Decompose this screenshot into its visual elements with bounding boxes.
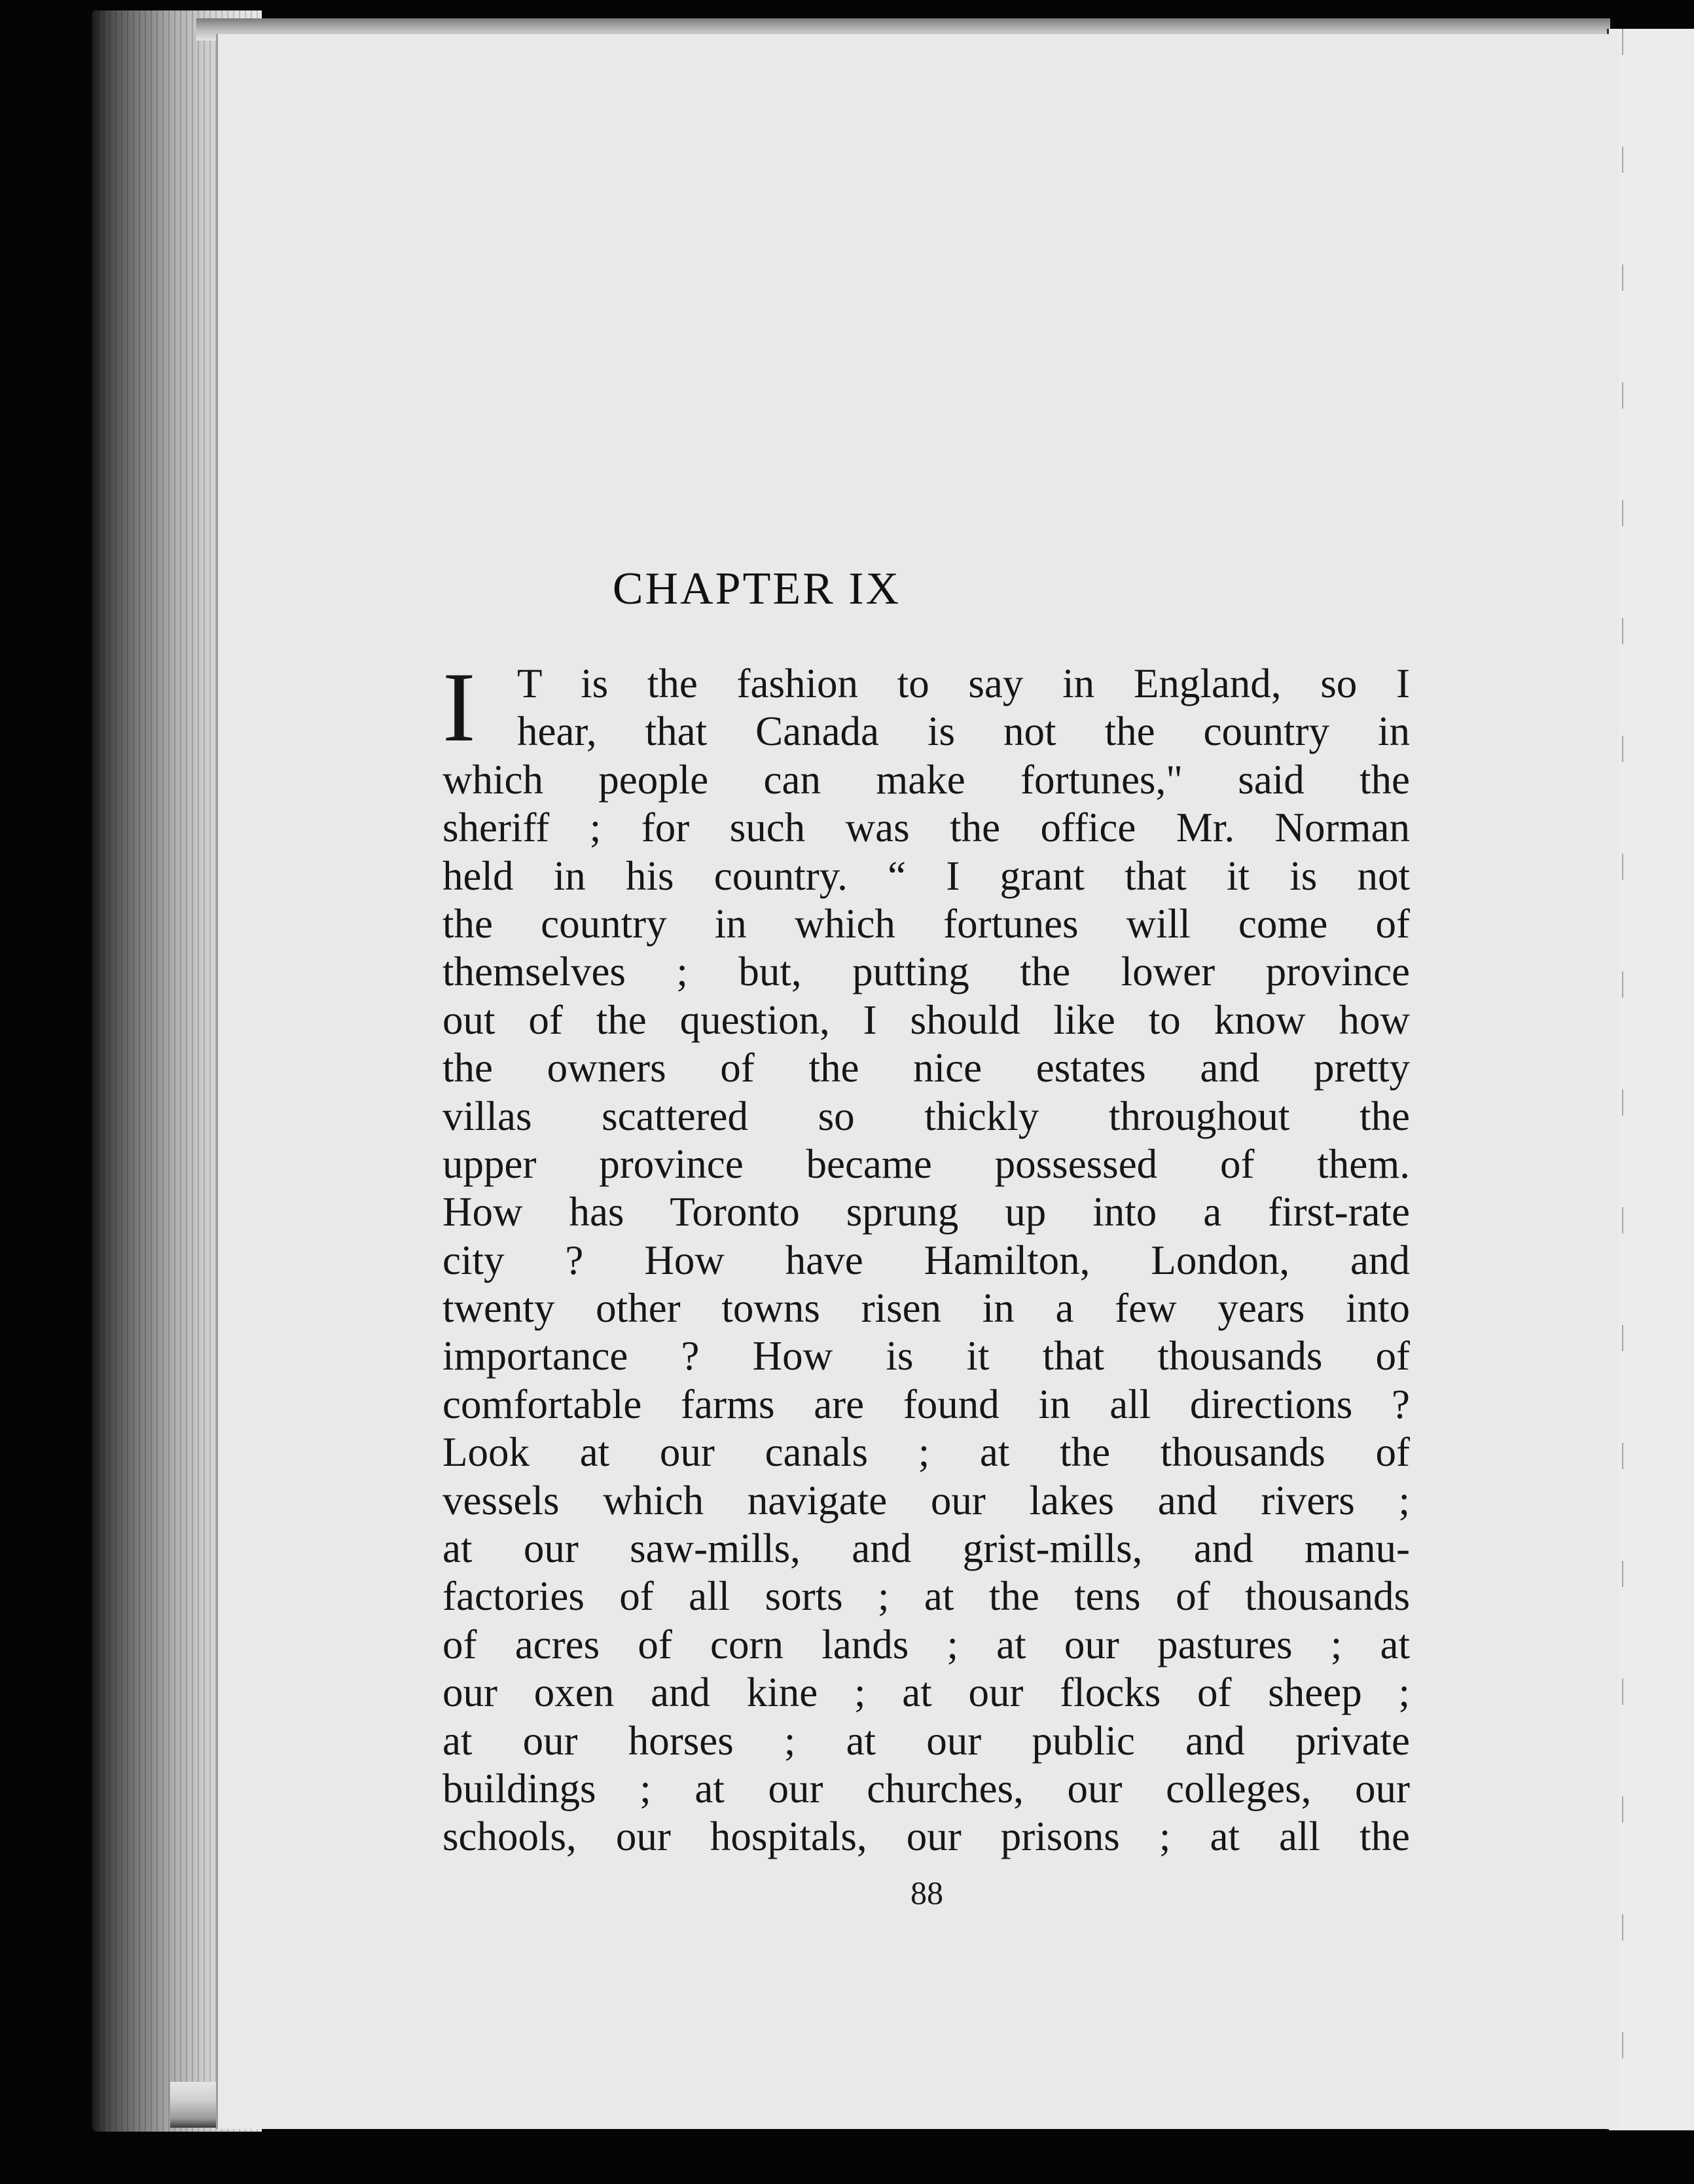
text-line: villas scattered so thickly throughout the [442, 1093, 1410, 1139]
drop-cap: I [442, 652, 476, 762]
text-line: How has Toronto sprung up into a first-rate [442, 1189, 1410, 1235]
text-line: of acres of corn lands ; at our pastures ; at [442, 1621, 1410, 1667]
text-line: sheriff ; for such was the office Mr. Norman [442, 805, 1410, 851]
text-line: upper province became possessed of them. [442, 1140, 1410, 1187]
text-line: at our saw-mills, and grist-mills, and manu- [442, 1525, 1410, 1572]
chapter-title-text: CHAPTER IX [612, 564, 901, 614]
page-number: 88 [910, 1874, 943, 1911]
text-line: at our horses ; at our public and private [442, 1717, 1410, 1764]
text-line: comfortable farms are found in all directions ? [442, 1381, 1410, 1427]
text-line: T is the fashion to say in England, so I [517, 661, 1410, 706]
text-line: which people can make fortunes," said the [442, 756, 1410, 803]
text-line: the owners of the nice estates and pretty [442, 1045, 1410, 1091]
body-text [442, 652, 1410, 1861]
text-line: twenty other towns risen in a few years into [442, 1285, 1410, 1332]
text-line: city ? How have Hamilton, London, and [442, 1237, 1410, 1283]
facing-page-edge [1607, 29, 1694, 2130]
text-line: buildings ; at our churches, our colleges, our [442, 1765, 1410, 1811]
text-line: factories of all sorts ; at the tens of thousands [442, 1573, 1410, 1620]
text-line: schools, our hospitals, our prisons ; at all the [442, 1813, 1410, 1860]
text-line: importance ? How is it that thousands of [442, 1333, 1410, 1379]
text-line: Look at our canals ; at the thousands of [442, 1429, 1410, 1476]
text-line: themselves ; but, putting the lower province [442, 949, 1410, 995]
text-line: out of the question, I should like to know how [442, 996, 1410, 1043]
text-line: vessels which navigate our lakes and rivers ; [442, 1477, 1410, 1523]
text-line: held in his country. “ I grant that it is not [442, 852, 1410, 899]
text-line: the country in which fortunes will come of [442, 900, 1410, 947]
text-line: our oxen and kine ; at our flocks of sheep ; [442, 1669, 1410, 1716]
text-line: hear, that Canada is not the country in [517, 708, 1410, 755]
